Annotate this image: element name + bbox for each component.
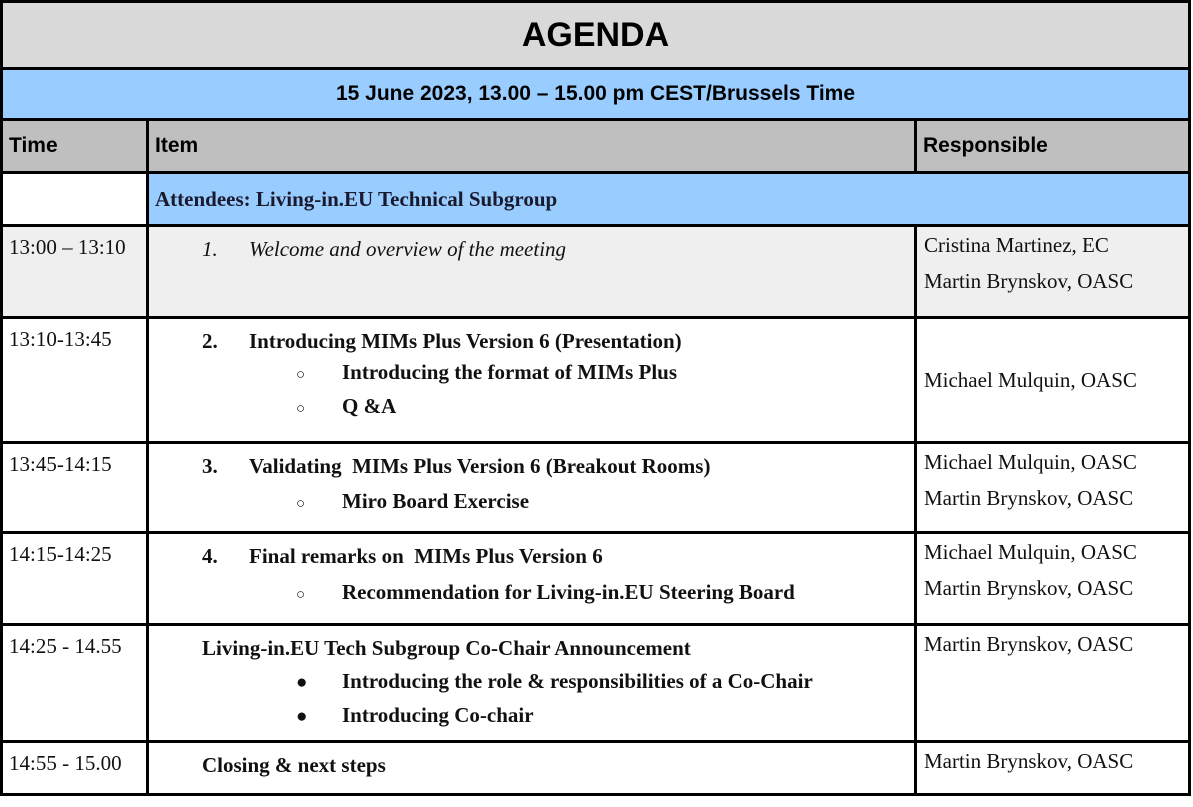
row-time: 14:25 - 14.55	[2, 625, 148, 742]
meeting-date: 15 June 2023, 13.00 – 15.00 pm CEST/Brussels Time	[2, 69, 1190, 120]
item-title: Closing & next steps	[202, 753, 386, 777]
row-responsible	[915, 625, 1189, 742]
sub-item: Introducing the format of MIMs Plus	[342, 360, 678, 384]
header-time: Time	[2, 120, 148, 173]
hollow-bullet-icon: ○	[296, 367, 306, 383]
sub-item: Introducing Co-chair	[342, 703, 534, 727]
sub-item: Recommendation for Living-in.EU Steering Board	[342, 580, 795, 604]
agenda-row	[2, 443, 1190, 533]
agenda-row	[2, 226, 1190, 318]
row-item	[148, 443, 916, 533]
responsible-person: Cristina Martinez, EC	[923, 233, 1109, 257]
header-item: Item	[148, 120, 916, 173]
row-responsible	[915, 443, 1189, 533]
responsible-person: Martin Brynskov, OASC	[923, 576, 1134, 600]
filled-bullet-icon: ●	[296, 672, 308, 693]
row-item	[148, 226, 916, 318]
filled-bullet-icon: ●	[296, 706, 308, 727]
title-row	[2, 2, 1190, 69]
agenda-row	[2, 318, 1190, 443]
agenda-title: AGENDA	[2, 2, 1190, 69]
header-responsible: Responsible	[915, 120, 1189, 173]
row-item	[148, 625, 916, 742]
row-time: 14:15-14:25	[2, 533, 148, 625]
responsible-person: Michael Mulquin, OASC	[923, 368, 1137, 392]
row-item	[148, 318, 916, 443]
header-row	[2, 120, 1190, 173]
responsible-person: Michael Mulquin, OASC	[923, 540, 1137, 564]
responsible-person: Martin Brynskov, OASC	[923, 486, 1134, 510]
item-number: 2.	[202, 329, 218, 353]
agenda-row	[2, 625, 1190, 742]
row-time: 14:55 - 15.00	[2, 742, 148, 795]
row-item	[148, 742, 916, 795]
item-title: Validating MIMs Plus Version 6 (Breakout Rooms)	[249, 454, 711, 478]
hollow-bullet-icon: ○	[296, 401, 306, 417]
item-title: Introducing MIMs Plus Version 6 (Presentation)	[249, 329, 682, 353]
row-responsible	[915, 318, 1189, 443]
row-responsible	[915, 533, 1189, 625]
responsible-person: Martin Brynskov, OASC	[923, 269, 1134, 293]
agenda-row	[2, 533, 1190, 625]
row-item	[148, 533, 916, 625]
item-number: 4.	[202, 544, 218, 568]
row-time: 13:10-13:45	[2, 318, 148, 443]
responsible-person: Martin Brynskov, OASC	[923, 749, 1134, 773]
item-number: 3.	[202, 454, 218, 478]
sub-item: Q &A	[342, 394, 397, 418]
hollow-bullet-icon: ○	[296, 587, 306, 603]
responsible-person: Martin Brynskov, OASC	[923, 632, 1134, 656]
item-title: Welcome and overview of the meeting	[249, 237, 567, 261]
row-time: 13:45-14:15	[2, 443, 148, 533]
item-title: Final remarks on MIMs Plus Version 6	[249, 544, 603, 568]
row-time: 13:00 – 13:10	[2, 226, 148, 318]
attendees-label: Attendees: Living-in.EU Technical Subgroup	[148, 173, 1190, 226]
sub-item: Miro Board Exercise	[342, 489, 530, 513]
attendees-blank-cell	[2, 173, 148, 226]
row-responsible	[915, 742, 1189, 795]
date-row	[2, 69, 1190, 120]
attendees-row	[2, 173, 1190, 226]
sub-item: Introducing the role & responsibilities of a Co-Chair	[342, 669, 813, 693]
responsible-person: Michael Mulquin, OASC	[923, 450, 1137, 474]
item-title: Living-in.EU Tech Subgroup Co-Chair Announcement	[202, 636, 691, 660]
row-responsible	[915, 226, 1189, 318]
hollow-bullet-icon: ○	[296, 496, 306, 512]
agenda-row	[2, 742, 1190, 795]
item-number: 1.	[202, 237, 218, 261]
